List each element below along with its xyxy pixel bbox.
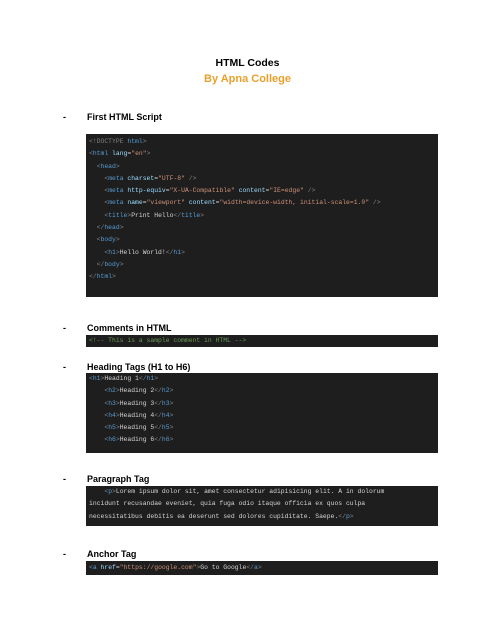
code-line: <!DOCTYPE html>	[89, 138, 147, 145]
bullet: -	[63, 474, 66, 484]
bullet: -	[63, 112, 66, 122]
bullet: -	[63, 549, 66, 559]
code-line: <html lang="en">	[89, 150, 151, 158]
code-line: <title>Print Hello</title>	[104, 211, 205, 219]
code-line: <h4>Heading 4</h4>	[104, 411, 174, 419]
code-block-comment	[86, 335, 438, 347]
section-comments	[63, 323, 172, 333]
section-anchor-tag	[63, 549, 136, 559]
code-line: <!-- This is a sample comment in HTML -->	[89, 337, 247, 344]
code-line: </html>	[89, 273, 116, 281]
code-block-paragraph	[86, 486, 438, 526]
section-label: Heading Tags (H1 to H6)	[87, 362, 191, 372]
page-subtitle: By Apna College	[204, 73, 291, 85]
code-line: <h5>Heading 5</h5>	[104, 424, 174, 432]
code-line: <h1>Heading 1</h1>	[89, 375, 159, 382]
section-label: First HTML Script	[87, 112, 162, 122]
section-label: Anchor Tag	[87, 549, 137, 559]
code-line: <meta name="viewport" content="width=device-width, initial-scale=1.0" />	[104, 199, 381, 207]
code-block-anchor	[86, 561, 438, 575]
section-label: Comments in HTML	[87, 323, 172, 333]
code-line: <h2>Heading 2</h2>	[104, 387, 174, 395]
code-line: <a href="https://google.com">Go to Google</a>	[89, 564, 262, 571]
page-title: HTML Codes	[215, 57, 280, 69]
code-line: </body>	[96, 260, 124, 268]
code-line: incidunt recusandae eveniet, quia fuga odio itaque officia ex quos culpa	[89, 500, 366, 508]
section-paragraph-tag	[63, 474, 149, 484]
code-line: <h6>Heading 6</h6>	[104, 436, 174, 444]
code-line: <h1>Hello World!</h1>	[104, 248, 185, 256]
section-heading-tags	[63, 362, 190, 372]
code-line: <meta http-equiv="X-UA-Compatible" content="IE=edge" />	[104, 187, 316, 195]
code-block-headings	[86, 373, 438, 453]
section-label: Paragraph Tag	[87, 474, 150, 484]
code-block-first-script	[86, 134, 438, 297]
code-line: <body>	[96, 236, 120, 244]
bullet: -	[63, 362, 66, 372]
code-line: <head>	[96, 162, 120, 170]
code-line: necessitatibus debitis ea deserunt sed dolores cupiditate. Saepe.</p>	[89, 512, 354, 520]
code-line: <h3>Heading 3</h3>	[104, 399, 174, 407]
code-line: </head>	[96, 224, 124, 232]
section-first-html-script	[63, 112, 162, 122]
bullet: -	[63, 323, 66, 333]
code-line: <meta charset="UTF-8" />	[104, 174, 197, 182]
code-line: <p>Lorem ipsum dolor sit, amet consectetur adipisicing elit. A in dolorum	[104, 488, 385, 495]
